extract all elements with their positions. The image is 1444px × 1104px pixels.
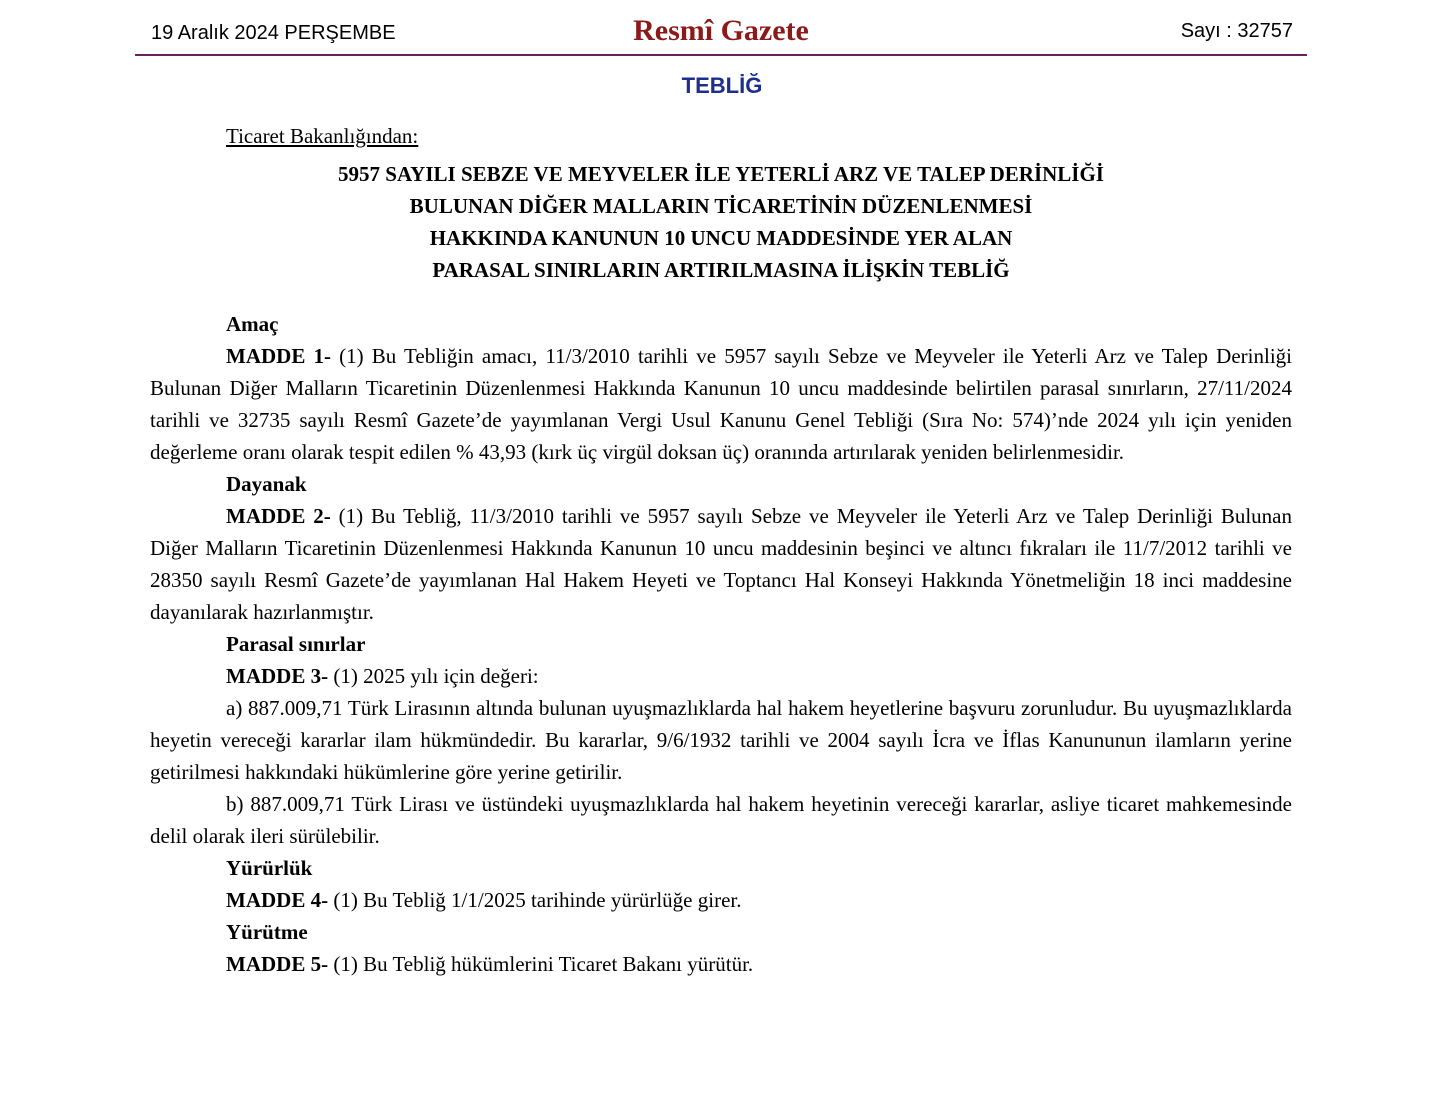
issue-number: Sayı : 32757	[1180, 20, 1293, 42]
title-line: BULUNAN DİĞER MALLARIN TİCARETİNİN DÜZENLENMESİ	[409, 194, 1033, 218]
madde-2	[150, 500, 1292, 628]
heading-yururluk: Yürürlük	[226, 856, 313, 880]
madde-3-label: MADDE 3-	[226, 664, 329, 688]
madde-5	[150, 948, 1292, 980]
madde-5-text: (1) Bu Tebliğ hükümlerini Ticaret Bakanı yürütür.	[328, 952, 754, 976]
madde-4	[150, 884, 1292, 916]
title-line: 5957 SAYILI SEBZE VE MEYVELER İLE YETERLİ ARZ VE TALEP DERİNLİĞİ	[338, 162, 1104, 186]
issue-date: 19 Aralık 2024 PERŞEMBE	[151, 22, 396, 44]
heading-yurutme: Yürütme	[226, 920, 308, 944]
madde-2-label: MADDE 2-	[226, 504, 331, 528]
document-body	[150, 120, 1292, 980]
gazette-title: Resmî Gazete	[633, 14, 809, 47]
madde-3-item-b: b) 887.009,71 Türk Lirası ve üstündeki uyuşmazlıklarda hal hakem heyetinin vereceği kararlar, asliye ticaret mahkemesinde delil olarak ileri sürülebilir.	[150, 792, 1292, 848]
madde-3	[150, 660, 1292, 692]
issuer: Ticaret Bakanlığından:	[226, 124, 419, 148]
madde-3-text: (1) 2025 yılı için değeri:	[328, 664, 539, 688]
heading-amac: Amaç	[226, 312, 279, 336]
madde-2-text: (1) Bu Tebliğ, 11/3/2010 tarihli ve 5957 sayılı Sebze ve Meyveler ile Yeterli Arz ve Talep Derinliği Bulunan Diğer Malların Ticaretinin Düzenlenmesi Hakkında Kanunun 10 uncu maddesinin beşinci ve altıncı fıkraları ile 11/7/2012 tarihli ve 28350 sayılı Resmî Gazete’de yayımlanan Hal Hakem Heyeti ve Toptancı Hal Konseyi Hakkında Yönetmeliğin 18 inci maddesine dayanılarak hazırlanmıştır.	[150, 504, 1292, 624]
heading-parasal-sinirlar: Parasal sınırlar	[226, 632, 366, 656]
title-line: HAKKINDA KANUNUN 10 UNCU MADDESİNDE YER ALAN	[429, 226, 1013, 250]
title-line: PARASAL SINIRLARIN ARTIRILMASINA İLİŞKİN TEBLİĞ	[432, 258, 1010, 282]
madde-1-text: (1) Bu Tebliğin amacı, 11/3/2010 tarihli ve 5957 sayılı Sebze ve Meyveler ile Yeterli Arz ve Talep Derinliği Bulunan Diğer Malların Ticaretinin Düzenlenmesi Hakkında Kanunun 10 uncu maddesinde belirtilen parasal sınırların, 27/11/2024 tarihli ve 32735 sayılı Resmî Gazete’de yayımlanan Vergi Usul Kanunu Genel Tebliği (Sıra No: 574)’nde 2024 yılı için yeniden değerleme oranı olarak tespit edilen % 43,93 (kırk üç virgül doksan üç) oranında artırılarak yeniden belirlenmesidir.	[150, 344, 1292, 464]
heading-dayanak: Dayanak	[226, 472, 307, 496]
gazette-header	[135, 14, 1307, 56]
madde-1-label: MADDE 1-	[226, 344, 331, 368]
document-title	[150, 158, 1292, 286]
madde-3-item-a: a) 887.009,71 Türk Lirasının altında bulunan uyuşmazlıklarda hal hakem heyetlerine başvuru zorunludur. Bu uyuşmazlıklarda heyetin vereceği kararlar ilam hükmündedir. Bu kararlar, 9/6/1932 tarihli ve 2004 sayılı İcra ve İflas Kanununun ilamların yerine getirilmesi hakkındaki hükümlerine göre yerine getirilir.	[150, 696, 1292, 784]
madde-1	[150, 340, 1292, 468]
madde-4-label: MADDE 4-	[226, 888, 329, 912]
section-type: TEBLİĞ	[681, 73, 763, 98]
madde-5-label: MADDE 5-	[226, 952, 329, 976]
madde-4-text: (1) Bu Tebliğ 1/1/2025 tarihinde yürürlüğe girer.	[328, 888, 742, 912]
